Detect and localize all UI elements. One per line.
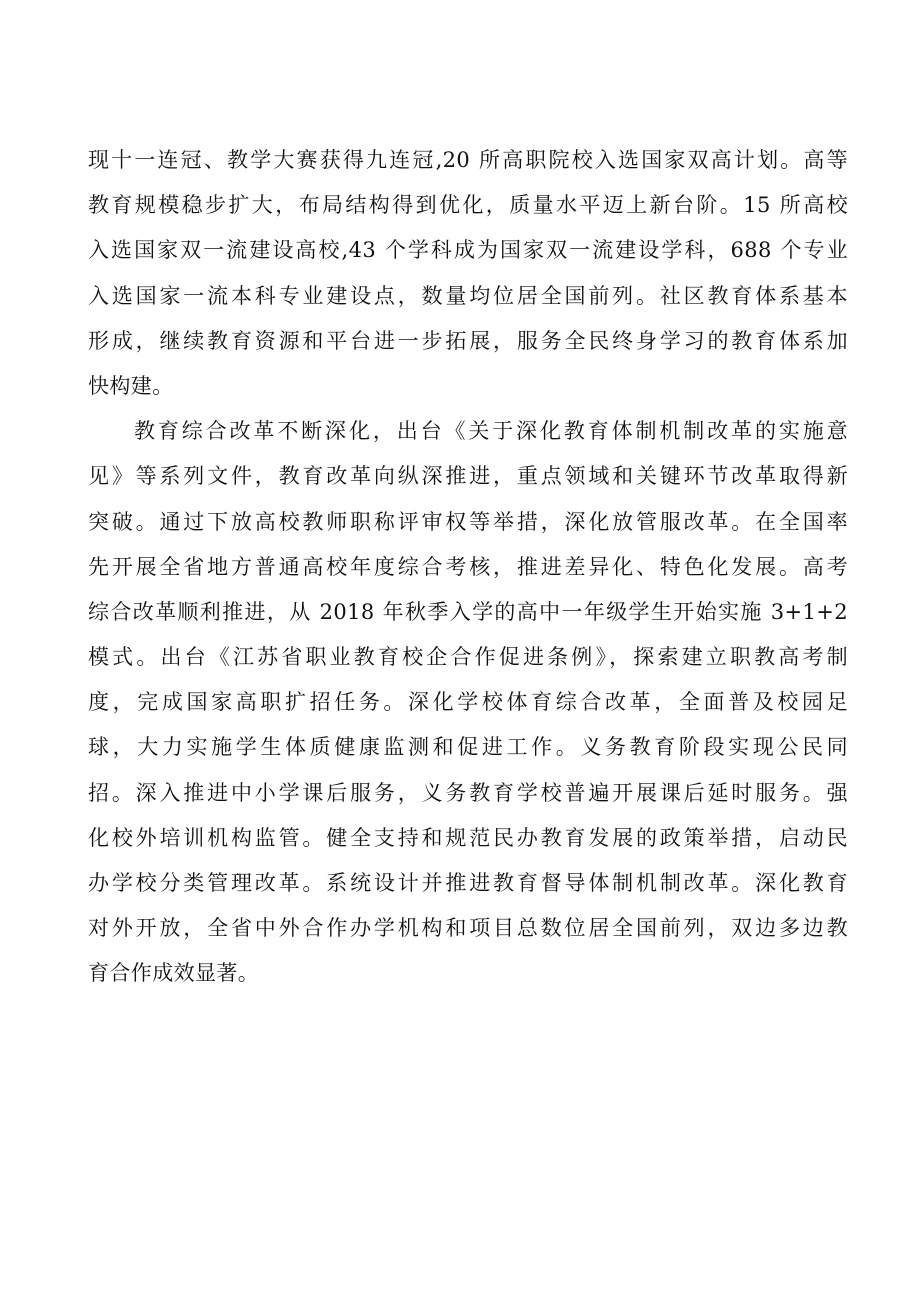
text-line: 球，大力实施学生体质健康监测和促进工作。义务教育阶段实现公民同 — [88, 735, 848, 760]
paragraph-education-reform — [88, 409, 848, 996]
text-line: 形成，继续教育资源和平台进一步拓展，服务全民终身学习的教育体系加 — [88, 328, 848, 353]
text-line: 突破。通过下放高校教师职称评审权等举措，深化放管服改革。在全国率 — [88, 509, 848, 534]
document-body — [88, 138, 848, 997]
text-line: 办学校分类管理改革。系统设计并推进教育督导体制机制改革。深化教育 — [88, 871, 848, 895]
text-line: 教育综合改革不断深化，出台《关于深化教育体制机制改革的实施意 — [134, 419, 848, 444]
text-line: 度，完成国家高职扩招任务。深化学校体育综合改革，全面普及校园足 — [88, 690, 848, 715]
text-line: 先开展全省地方普通高校年度综合考核，推进差异化、特色化发展。高考 — [88, 554, 848, 579]
text-line: 化校外培训机构监管。健全支持和规范民办教育发展的政策举措，启动民 — [88, 825, 848, 850]
text-line: 教育规模稳步扩大，布局结构得到优化，质量水平迈上新台阶。15 所高校 — [88, 193, 848, 218]
text-line: 对外开放，全省中外合作办学机构和项目总数位居全国前列，双边多边教 — [88, 916, 848, 941]
text-line: 现十一连冠、教学大赛获得九连冠,20 所高职院校入选国家双高计划。高等 — [88, 148, 848, 172]
text-line: 入选国家一流本科专业建设点，数量均位居全国前列。社区教育体系基本 — [88, 283, 848, 308]
text-line: 育合作成效显著。 — [88, 961, 260, 986]
text-line: 快构建。 — [88, 373, 174, 398]
paragraph-higher-education — [88, 138, 848, 409]
text-line: 见》等系列文件，教育改革向纵深推进，重点领域和关键环节改革取得新 — [88, 464, 848, 489]
text-line: 模式。出台《江苏省职业教育校企合作促进条例》，探索建立职教高考制 — [88, 645, 848, 670]
text-line: 招。深入推进中小学课后服务，义务教育学校普遍开展课后延时服务。强 — [88, 780, 848, 805]
text-line: 入选国家双一流建设高校,43 个学科成为国家双一流建设学科，688 个专业 — [88, 238, 848, 263]
text-line: 综合改革顺利推进，从 2018 年秋季入学的高中一年级学生开始实施 3+1+2 — [88, 599, 848, 624]
